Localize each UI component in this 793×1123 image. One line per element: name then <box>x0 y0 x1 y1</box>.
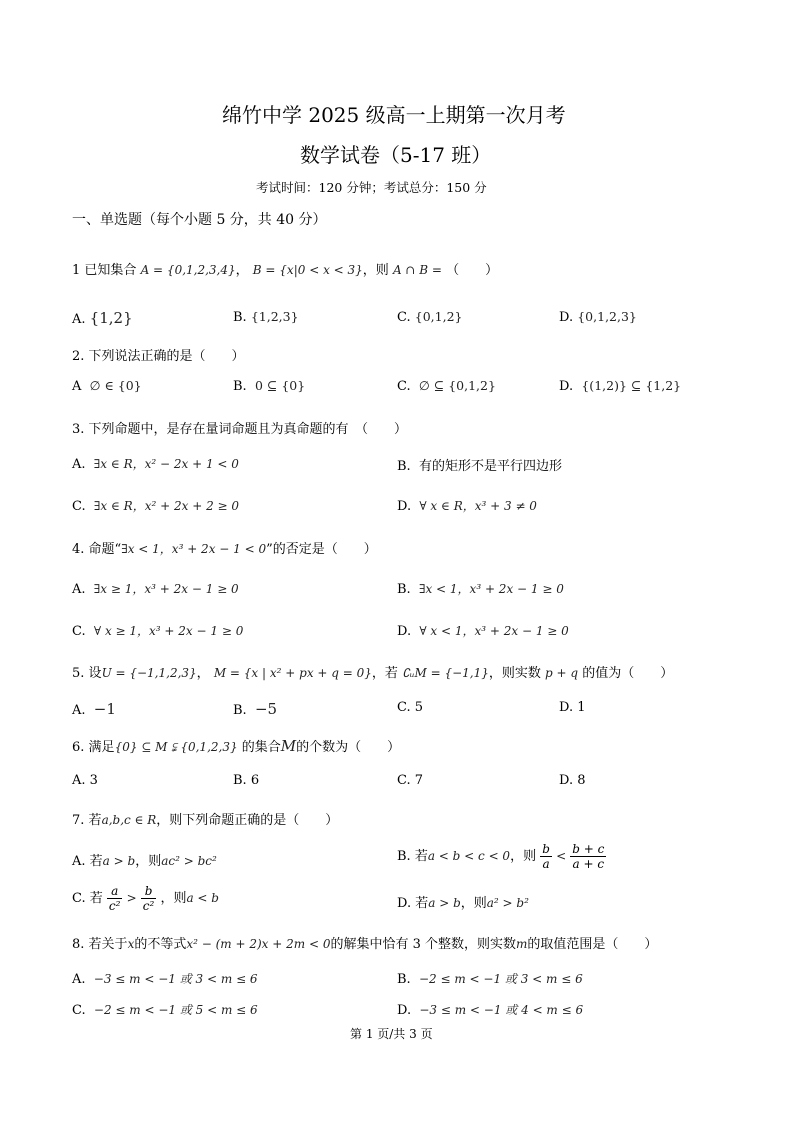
fraction <box>540 842 552 871</box>
option-content: ∃x < 1，x³ + 2x − 1 ≥ 0 <box>418 582 564 596</box>
question-text: 的集合 <box>241 740 281 755</box>
question-7 <box>72 809 338 828</box>
option-label: D. <box>397 499 412 514</box>
question-text: 的解集中恰有 3 个整数，则实数 <box>330 937 517 952</box>
option-content: {(1,2)} ⊆ {1,2} <box>581 378 682 393</box>
option-label: D. <box>397 1003 412 1018</box>
denominator: c² <box>108 899 121 913</box>
option-d <box>397 892 529 911</box>
set-b: B = {x|0 < x < 3} <box>252 263 363 277</box>
question-3 <box>72 418 407 437</box>
option-label: D. 若 <box>397 896 429 911</box>
variable: M <box>280 737 297 755</box>
set-u: U = {−1,1,2,3} <box>101 666 197 680</box>
option-content: −5 <box>254 700 278 718</box>
answer-blank: （ ） <box>446 263 499 278</box>
question-number: 8. <box>72 937 85 952</box>
connector: ，则 <box>135 854 162 869</box>
option-content: 0 ⊆ {0} <box>254 378 306 393</box>
option-content: −2 ≤ m < −1 或 5 < m ≤ 6 <box>93 1003 258 1017</box>
option-a <box>72 455 239 472</box>
question-text: 已知集合 <box>84 263 137 278</box>
option-b <box>397 455 562 474</box>
option-a <box>72 309 133 327</box>
option-d <box>559 309 637 325</box>
question-4 <box>72 538 377 557</box>
question-number: 7. <box>72 813 85 828</box>
numerator: b <box>542 842 550 856</box>
question-text: 的值为（ ） <box>582 666 674 681</box>
question-number: 2. <box>72 349 85 364</box>
option-b <box>233 309 299 325</box>
option-b <box>233 700 277 718</box>
option-condition: a > b <box>428 896 461 910</box>
variable: m <box>516 937 528 951</box>
option-label: A. <box>72 582 86 597</box>
operator: < <box>556 849 567 863</box>
question-text: 满足 <box>88 740 115 755</box>
option-content: −1 <box>93 700 116 718</box>
connector: ，若 <box>371 666 398 681</box>
option-label: B. <box>233 310 247 325</box>
connector: ，则 <box>160 891 187 906</box>
option-b <box>397 580 564 597</box>
option-content: −2 ≤ m < −1 或 3 < m ≤ 6 <box>418 972 583 986</box>
subset-expr: {0} ⊆ M ⫋ {0,1,2,3} <box>114 740 238 754</box>
option-d: D. 8 <box>559 773 586 788</box>
question-8 <box>72 933 657 952</box>
option-content: ∃x ≥ 1，x³ + 2x − 1 ≥ 0 <box>93 582 239 596</box>
option-a: A. 3 <box>72 773 98 788</box>
option-b <box>233 378 305 394</box>
option-label: A. <box>72 703 86 718</box>
exam-info: 考试时间：120 分钟；考试总分：150 分 <box>256 180 487 195</box>
variable: x <box>127 937 135 951</box>
question-text: ，则下列命题正确的是（ ） <box>156 813 339 828</box>
option-a <box>72 580 239 597</box>
question-text: 下列命题中，是存在量词命题且为真命题的有 （ ） <box>88 422 408 437</box>
section-heading: 一、单选题（每个小题 5 分，共 40 分） <box>72 212 327 228</box>
question-text: 命题“ <box>88 542 122 557</box>
option-content: ∀ x < 1，x³ + 2x − 1 ≥ 0 <box>419 624 569 638</box>
exam-title: 绵竹中学 2025 级高一上期第一次月考 <box>222 103 566 127</box>
option-label: C. <box>72 624 86 639</box>
question-text: ”的否定是（ ） <box>266 542 377 557</box>
inequality: x² − (m + 2)x + 2m < 0 <box>186 937 331 951</box>
option-label: C. <box>397 379 411 394</box>
option-content: {1,2,3} <box>250 309 299 324</box>
option-label: B. <box>397 582 411 597</box>
option-d <box>397 622 569 639</box>
intersection-expr: A ∩ B = <box>392 263 442 277</box>
option-condition: a < b < c < 0 <box>427 849 511 863</box>
option-content: ∃x ∈ R，x² − 2x + 1 < 0 <box>93 457 239 471</box>
question-text: 的取值范围是（ ） <box>527 937 658 952</box>
question-text: 若关于 <box>88 937 128 952</box>
option-label: A. <box>72 457 86 472</box>
question-text: 的个数为（ ） <box>296 740 401 755</box>
option-b <box>397 970 583 987</box>
option-a <box>72 378 142 394</box>
connector: ，则 <box>510 849 537 864</box>
option-content: ∅ ⊆ {0,1,2} <box>418 378 496 393</box>
option-a <box>72 970 258 987</box>
question-number: 4. <box>72 542 85 557</box>
option-content: −3 ≤ m < −1 或 4 < m ≤ 6 <box>419 1003 584 1017</box>
question-number: 6. <box>72 740 85 755</box>
question-1 <box>72 259 498 278</box>
question-number: 5. <box>72 666 85 681</box>
question-text: 设 <box>88 666 102 681</box>
option-c <box>72 497 239 514</box>
option-content: ∀ x ∈ R，x³ + 3 ≠ 0 <box>419 499 537 513</box>
question-text: 的不等式 <box>134 937 187 952</box>
page-number: 第 1 页/共 3 页 <box>350 1027 433 1041</box>
option-label: D. <box>397 624 412 639</box>
option-d <box>397 1001 583 1018</box>
option-c <box>72 1001 258 1018</box>
option-label: B. <box>397 972 411 987</box>
fraction <box>141 884 157 913</box>
option-label: A <box>72 379 82 394</box>
option-content: a² > b² <box>486 896 529 910</box>
option-d: D. 1 <box>559 700 586 715</box>
option-b <box>397 842 606 871</box>
operator: > <box>126 891 137 905</box>
option-c <box>397 378 496 394</box>
option-label: B. <box>233 703 247 718</box>
question-2 <box>72 345 245 364</box>
fraction <box>570 842 606 871</box>
option-content: {0,1,2,3} <box>577 309 637 324</box>
complement-expr: ∁ᵤM = {−1,1} <box>402 666 489 680</box>
fraction <box>107 884 123 913</box>
option-condition: a > b <box>102 854 136 868</box>
option-content: ac² > bc² <box>161 854 217 868</box>
question-text: 若 <box>88 813 102 828</box>
condition-expr: a,b,c ∈ R <box>101 813 157 827</box>
denominator: a + c <box>572 857 605 871</box>
option-content: {1,2} <box>89 309 133 327</box>
option-label: C. 若 <box>72 891 103 906</box>
numerator: a <box>107 884 123 899</box>
option-b: B. 6 <box>233 773 260 788</box>
option-label: B. <box>233 379 247 394</box>
comma: ， <box>196 666 210 681</box>
option-content: ∅ ∈ {0} <box>89 378 142 393</box>
question-6 <box>72 736 400 755</box>
option-d <box>397 497 537 514</box>
option-label: D. <box>559 379 574 394</box>
option-c <box>72 884 219 913</box>
option-label: C. <box>72 1003 86 1018</box>
option-label: A. <box>72 972 86 987</box>
numerator: b <box>141 884 157 899</box>
denominator: c² <box>142 899 155 913</box>
option-label: A. 若 <box>72 854 103 869</box>
option-content: {0,1,2} <box>414 309 463 324</box>
sum-expr: p + q <box>545 666 579 680</box>
numerator: b + c <box>572 842 605 856</box>
option-label: C. <box>397 310 411 325</box>
option-a <box>72 700 116 718</box>
option-c: C. 7 <box>397 773 424 788</box>
proposition: ∃x < 1，x³ + 2x − 1 < 0 <box>121 542 267 556</box>
question-text: 下列说法正确的是（ ） <box>88 349 245 364</box>
option-d <box>559 378 681 394</box>
connector: ，则实数 <box>488 666 541 681</box>
option-c <box>72 622 243 639</box>
set-m: M = {x | x² + px + q = 0} <box>213 666 372 680</box>
exam-subtitle: 数学试卷（5-17 班） <box>300 143 492 167</box>
option-content: ∃x ∈ R，x² + 2x + 2 ≥ 0 <box>93 499 240 513</box>
set-a: A = {0,1,2,3,4} <box>140 263 236 277</box>
option-label: A. <box>72 312 86 327</box>
option-a <box>72 850 217 869</box>
connector: ，则 <box>362 263 389 278</box>
comma: ， <box>235 263 249 278</box>
option-c: C. 5 <box>397 700 424 715</box>
question-number: 1 <box>72 263 81 278</box>
option-label: D. <box>559 310 574 325</box>
option-label: B. 若 <box>397 849 428 864</box>
option-label: C. <box>72 499 86 514</box>
option-c <box>397 309 462 325</box>
option-content: a < b <box>186 891 219 905</box>
option-content: 有的矩形不是平行四边形 <box>418 459 562 474</box>
option-label: B. <box>397 459 411 474</box>
denominator: a <box>542 857 550 871</box>
question-5 <box>72 662 673 681</box>
option-content: −3 ≤ m < −1 或 3 < m ≤ 6 <box>93 972 258 986</box>
question-number: 3. <box>72 422 85 437</box>
connector: ，则 <box>460 896 487 911</box>
option-content: ∀ x ≥ 1，x³ + 2x − 1 ≥ 0 <box>93 624 244 638</box>
